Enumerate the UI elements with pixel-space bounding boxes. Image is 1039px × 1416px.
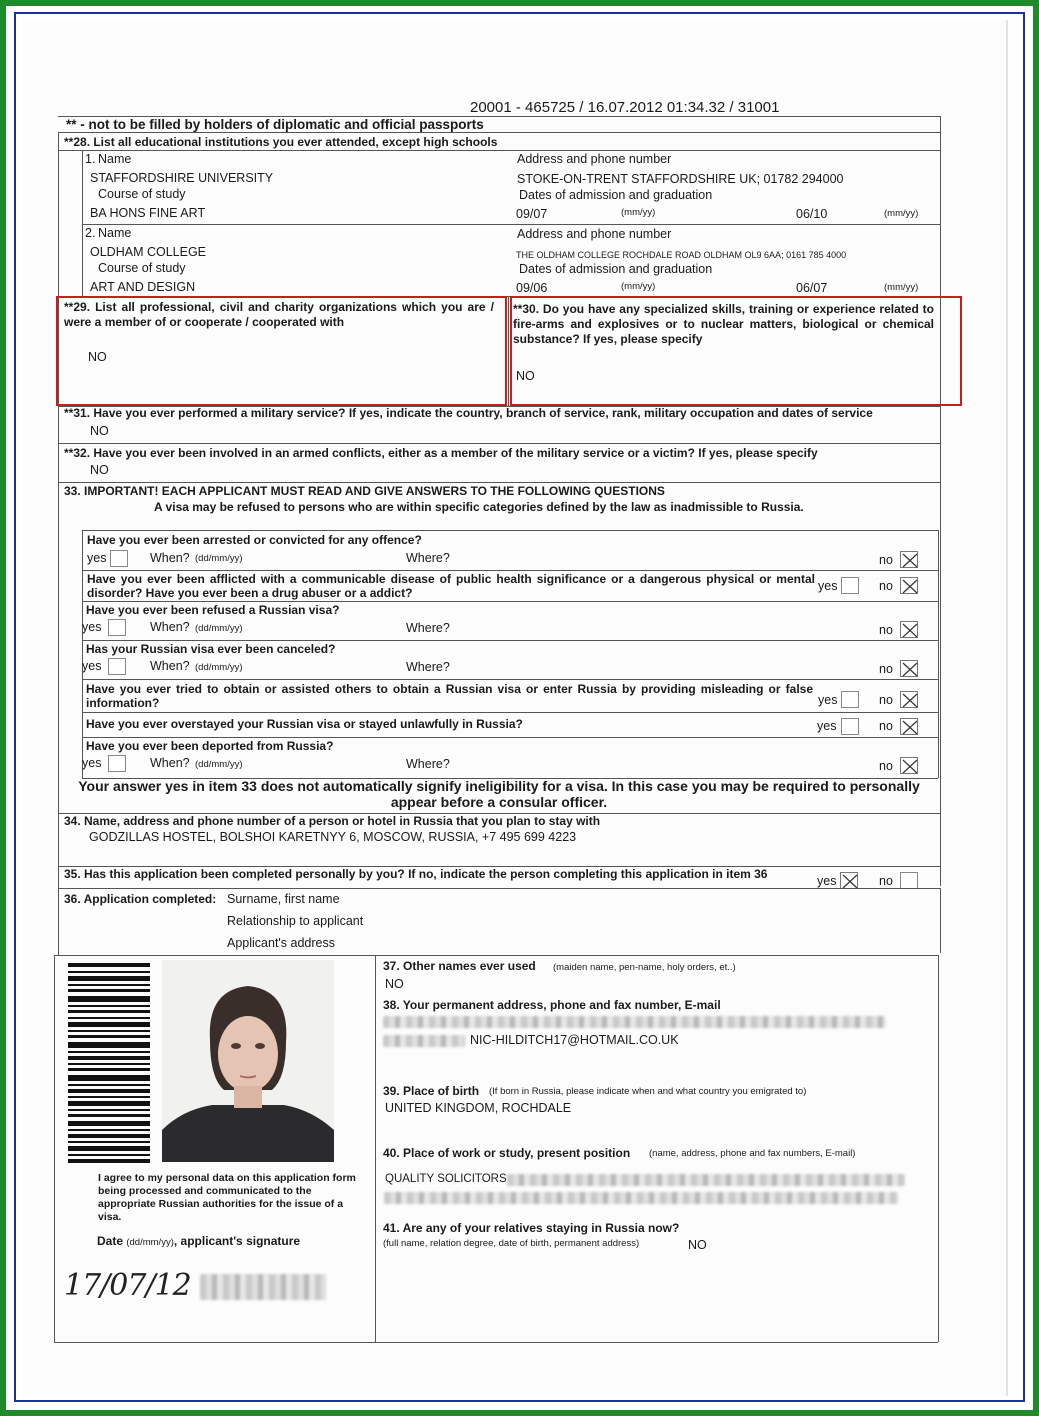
workplace-redacted-1 [507,1174,905,1186]
q33-7-yes-checkbox[interactable] [108,755,126,772]
q33-7-no-checkbox-checked[interactable] [900,757,918,774]
q33-3-yes-checkbox[interactable] [108,619,126,636]
address-redacted [383,1016,886,1028]
q39-text: 39. Place of birth [383,1084,480,1098]
edu-2-name-label: Name [98,226,132,240]
q33-3-where-label: Where? [406,621,450,635]
q33-3-yes-label: yes [82,620,102,634]
edu-1-to-fmt: (mm/yy) [884,208,919,219]
q33-7-when-format: (dd/mm/yy) [195,759,243,770]
date-signature-caption [97,1234,300,1248]
q33-2-no-label: no [879,579,893,593]
q33-7-where-label: Where? [406,757,450,771]
consent-text: I agree to my personal data on this application form being processed and communicated to the appropriate Russian authorities for the issue of a visa. [98,1172,356,1223]
q34-text: 34. Name, address and phone number of a person or hotel in Russia that you plan to stay with [64,814,601,828]
q41-hint: (full name, relation degree, date of birth, permanent address) [383,1238,640,1249]
q33-1-yes-label: yes [87,551,107,565]
q30-answer: NO [516,369,535,383]
edu-2-address-label: Address and phone number [517,227,672,241]
signature-label: , applicant's signature [173,1234,301,1248]
q39-answer: UNITED KINGDOM, ROCHDALE [385,1101,572,1115]
edu-1-address-label: Address and phone number [517,152,672,166]
q33-4-no-checkbox-checked[interactable] [900,660,918,677]
q33-subtitle: A visa may be refused to persons who are within specific categories defined by the law as inadmissible to Russia. [154,500,804,514]
edu-1-course: BA HONS FINE ART [90,206,206,220]
q33-6-no-checkbox-checked[interactable] [900,718,918,735]
q33-6-yes-label: yes [817,719,837,733]
q33-2-no-checkbox-checked[interactable] [900,577,918,594]
q33-7-when-label: When? [150,756,190,770]
edu-2-number: 2. [85,226,96,240]
phone-redacted [383,1035,465,1047]
q33-question-3: Have you ever been refused a Russian visa? [86,603,340,617]
edu-1-name: STAFFORDSHIRE UNIVERSITY [90,171,274,185]
q32-text: **32. Have you ever been involved in an armed conflicts, either as a member of the military service or a victim? If yes, please specify [64,446,818,460]
edu-2-to: 06/07 [796,281,828,295]
q33-question-7: Have you ever been deported from Russia? [86,739,334,753]
q33-5-no-label: no [879,693,893,707]
edu-1-from-fmt: (mm/yy) [621,207,656,218]
q33-3-no-label: no [879,623,893,637]
edu-2-address: THE OLDHAM COLLEGE ROCHDALE ROAD OLDHAM OL9 6AA; 0161 785 4000 [516,250,847,260]
q36-address-label: Applicant's address [227,936,336,950]
q32-answer: NO [90,463,109,477]
q40-text: 40. Place of work or study, present position [383,1146,631,1160]
q33-7-yes-label: yes [82,756,102,770]
edu-2-from: 09/06 [516,281,548,295]
q37-text: 37. Other names ever used [383,959,536,973]
q41-text: 41. Are any of your relatives staying in Russia now? [383,1221,680,1235]
q33-question-2: Have you ever been afflicted with a communicable disease of public health significance or a dangerous physical or mental disorder? Have you ever been a drug abuser or a addict? [87,572,815,600]
q33-1-yes-checkbox[interactable] [110,550,128,567]
signature-redacted [200,1274,326,1300]
q36-title: 36. Application completed: [64,892,217,906]
q33-4-yes-label: yes [82,659,102,673]
q38-text: 38. Your permanent address, phone and fax number, E-mail [383,998,721,1012]
q30-text: **30. Do you have any specialized skills, training or experience related to fire-arms and explosives or to nuclear matters, biological or chemical substance? If yes, please specify [513,302,934,346]
q33-4-when-format: (dd/mm/yy) [195,662,243,673]
q40-hint: (name, address, phone and fax numbers, E-mail) [649,1148,856,1159]
q33-question-5: Have you ever tried to obtain or assisted others to obtain a Russian visa or enter Russia by providing misleading or false information? [86,682,813,710]
q36-surname-label: Surname, first name [227,892,340,906]
q30-highlight [510,296,962,406]
q37-answer: NO [385,977,404,991]
q33-4-when-label: When? [150,659,190,673]
q28-title: **28. List all educational institutions you ever attended, except high schools [64,135,498,149]
q31-answer: NO [90,424,109,438]
q33-5-yes-label: yes [818,693,838,707]
q33-5-no-checkbox-checked[interactable] [900,691,918,708]
q39-hint: (If born in Russia, please indicate when and what country you emigrated to) [489,1086,807,1097]
q33-question-4: Has your Russian visa ever been canceled? [86,642,336,656]
q33-7-no-label: no [879,759,893,773]
q29-text: **29. List all professional, civil and charity organizations which you are / were a member of or cooperate / cooperated with [64,300,494,329]
edu-2-course: ART AND DESIGN [90,280,196,294]
q37-hint: (maiden name, pen-name, holy orders, et..) [553,962,736,973]
edu-1-course-label: Course of study [98,187,186,201]
applicant-photo [162,960,334,1162]
edu-2-dates-label: Dates of admission and graduation [519,262,713,276]
q35-yes-label: yes [817,874,837,888]
q33-question-6: Have you ever overstayed your Russian visa or stayed unlawfully in Russia? [86,717,523,731]
edu-2-from-fmt: (mm/yy) [621,281,656,292]
q33-question-1: Have you ever been arrested or convicted for any offence? [87,533,422,547]
q33-footer: Your answer yes in item 33 does not automatically signify ineligibility for a visa. In this case you may be required to personally appear before a consular officer. [78,778,920,810]
q33-title: 33. IMPORTANT! EACH APPLICANT MUST READ AND GIVE ANSWERS TO THE FOLLOWING QUESTIONS [64,484,665,498]
q33-4-yes-checkbox[interactable] [108,658,126,675]
q33-4-no-label: no [879,662,893,676]
workplace-redacted-2 [384,1192,898,1204]
document-reference: 20001 - 465725 / 16.07.2012 01:34.32 / 31001 [470,99,780,116]
q33-2-yes-checkbox[interactable] [841,577,859,594]
q33-6-yes-checkbox[interactable] [841,718,859,735]
q40-answer: QUALITY SOLICITORS [385,1173,507,1185]
q33-1-when-label: When? [150,551,190,565]
edu-1-from: 09/07 [516,207,548,221]
q33-2-yes-label: yes [818,579,838,593]
q33-1-no-label: no [879,553,893,567]
edu-1-address: STOKE-ON-TRENT STAFFORDSHIRE UK; 01782 294000 [517,172,844,186]
q29-highlight [56,296,507,406]
edu-1-to: 06/10 [796,207,828,221]
edu-2-to-fmt: (mm/yy) [884,282,919,293]
q35-no-label: no [879,874,893,888]
q33-3-no-checkbox-checked[interactable] [900,621,918,638]
q31-text: **31. Have you ever performed a military service? If yes, indicate the country, branch of service, rank, military occupation and dates of service [64,406,873,420]
q35-text: 35. Has this application been completed personally by you? If no, indicate the person completing this application in item 36 [64,867,768,881]
diplomatic-note: ** - not to be filled by holders of diplomatic and official passports [66,117,484,132]
q41-answer: NO [688,1238,707,1252]
q33-4-where-label: Where? [406,660,450,674]
q33-3-when-label: When? [150,620,190,634]
date-format: (dd/mm/yy) [126,1237,174,1248]
q35-yes-checkbox-checked[interactable] [840,872,858,889]
q33-3-when-format: (dd/mm/yy) [195,623,243,634]
edu-1-number: 1. [85,152,96,166]
edu-2-course-label: Course of study [98,261,186,275]
q34-answer: GODZILLAS HOSTEL, BOLSHOI KARETNYY 6, MOSCOW, RUSSIA, +7 495 699 4223 [89,830,577,844]
edu-1-name-label: Name [98,152,132,166]
q33-6-no-label: no [879,719,893,733]
q33-5-yes-checkbox[interactable] [841,691,859,708]
date-label: Date [97,1234,124,1248]
edu-2-name: OLDHAM COLLEGE [90,245,207,259]
handwritten-date: 17/07/12 [64,1268,191,1303]
edu-1-dates-label: Dates of admission and graduation [519,188,713,202]
q36-relationship-label: Relationship to applicant [227,914,364,928]
q33-1-no-checkbox-checked[interactable] [900,551,918,568]
q33-1-where-label: Where? [406,551,450,565]
q35-no-checkbox[interactable] [900,872,918,889]
q38-email: NIC-HILDITCH17@HOTMAIL.CO.UK [470,1033,679,1047]
barcode-image [68,963,150,1163]
q29-answer: NO [88,350,107,364]
q33-1-when-format: (dd/mm/yy) [195,553,243,564]
